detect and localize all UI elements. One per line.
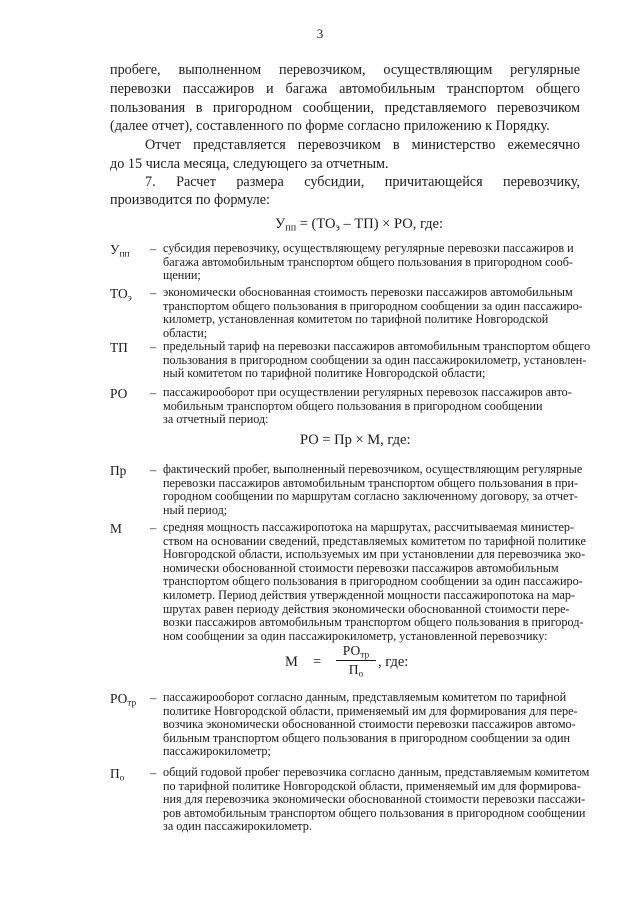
intro-line-8: производится по формуле:	[110, 192, 270, 208]
def-text-ro: пассажирооборот при осуществлении регулярных перевозок пассажиров авто- мобильным транспортом общего пользования в пригородном сообщении за отчетный период:	[163, 385, 572, 427]
formula-m-fraction: $РО_{тр}$ $П_о$	[336, 643, 376, 678]
formula-m-tail: , где:	[378, 654, 409, 670]
def-dash: –	[150, 521, 157, 535]
intro-line-2: перевозки пассажиров и багажа автомобильным транспортом общего	[110, 81, 580, 97]
def-term-po: $П_о$	[110, 766, 125, 784]
intro-line-7: 7. Расчет размера субсидии, причитающейся перевозчику,	[145, 174, 580, 190]
def-term-ypp: $У_{пп}$	[110, 242, 130, 260]
def-dash: –	[150, 340, 157, 354]
def-dash: –	[150, 386, 157, 400]
def-term-tp: ТП	[110, 340, 128, 355]
def-text-rotr: пассажирооборот согласно данным, представляемым комитетом по тарифной политике Новгородской области, применяемый им для формирования для пере- возчика экономически обоснованной стоимости перевозки пассажиров автомо- бильным транспортом общего пользования в пригородном сообщении за один пассажирокилометр;	[163, 690, 578, 759]
page-number: 3	[316, 26, 324, 41]
formula-subsidy: $У_{пп} = (ТО_э - ТП)$ × РО, где:	[275, 216, 444, 234]
def-dash: –	[150, 766, 157, 780]
def-dash: –	[150, 691, 157, 705]
def-term-toe: $ТО_э$	[110, 286, 132, 304]
def-term-pr: Пр	[110, 463, 127, 478]
def-term-m: М	[110, 521, 122, 536]
def-text-toe: экономически обоснованная стоимость перевозки пассажиров автомобильным транспортом общего пользования в пригородном сообщении за один пассажиро- километр, установленная комитетом по тарифной политике Новгородской области;	[163, 285, 583, 340]
intro-line-3: пользования в пригородном сообщении, представляемого перевозчиком	[110, 100, 580, 116]
def-text-tp: предельный тариф на перевозки пассажиров автомобильным транспортом общего пользования в пригородном сообщении за один пассажирокилометр, установлен- ный комитетом по тарифной политике Новгородской области;	[163, 339, 591, 381]
def-dash: –	[150, 286, 157, 300]
def-dash: –	[150, 242, 157, 256]
formula-m-eq: =	[313, 654, 322, 670]
def-text-ypp: субсидия перевозчику, осуществляющему регулярные перевозки пассажиров и багажа автомобильным транспортом общего пользования в пригородном сооб- щении;	[163, 241, 574, 283]
def-term-rotr: $РО_{тр}$	[110, 691, 137, 709]
def-text-m: средняя мощность пассажиропотока на маршрутах, рассчитываемая министер- ством на основании сведений, представляемых комитетом по тарифной политике Новгородской области, используемых им при установлении для перевозчика эко- номически обоснованной стоимости перевозки пассажиров автомобильным транспортом общего пользования в пригородном сообщении за один пассажиро- километр. Период действия утвержденной мощности пассажиропотока на мар- шрутах равен периоду действия экономически обоснованной стоимости пере- возки пассажиров автомобильным транспортом общего пользования в пригород- ном сообщении за один пассажирокилометр, установленной перевозчику:	[163, 520, 586, 643]
def-term-ro: РО	[110, 386, 128, 401]
formula-m-lhs: М	[285, 654, 298, 670]
formula-ro: РО = Пр × М, где:	[300, 432, 411, 448]
def-text-po: общий годовой пробег перевозчика согласно данным, представляемым комитетом по тарифной политике Новгородской области, применяемый им для формирова- ния для перевозчика экономически обоснованной стоимости перевозки пассажи- ров автомобильным транспортом общего пользования в пригородном сообщении за один пассажирокилометр.	[163, 765, 590, 834]
def-dash: –	[150, 463, 157, 477]
intro-line-6: до 15 числа месяца, следующего за отчетным.	[110, 156, 389, 172]
def-text-pr: фактический пробег, выполненный перевозчиком, осуществляющим регулярные перевозки пассажиров автомобильным транспортом общего пользования в при- городном сообщении по маршрутам согласно заключенному договору, за отчет- ный период;	[163, 462, 583, 517]
intro-line-4: (далее отчет), составленного по форме согласно приложению к Порядку.	[110, 118, 550, 134]
intro-line-5: Отчет представляется перевозчиком в министерство ежемесячно	[145, 137, 580, 153]
intro-line-1: пробеге, выполненном перевозчиком, осуществляющим регулярные	[110, 62, 580, 78]
